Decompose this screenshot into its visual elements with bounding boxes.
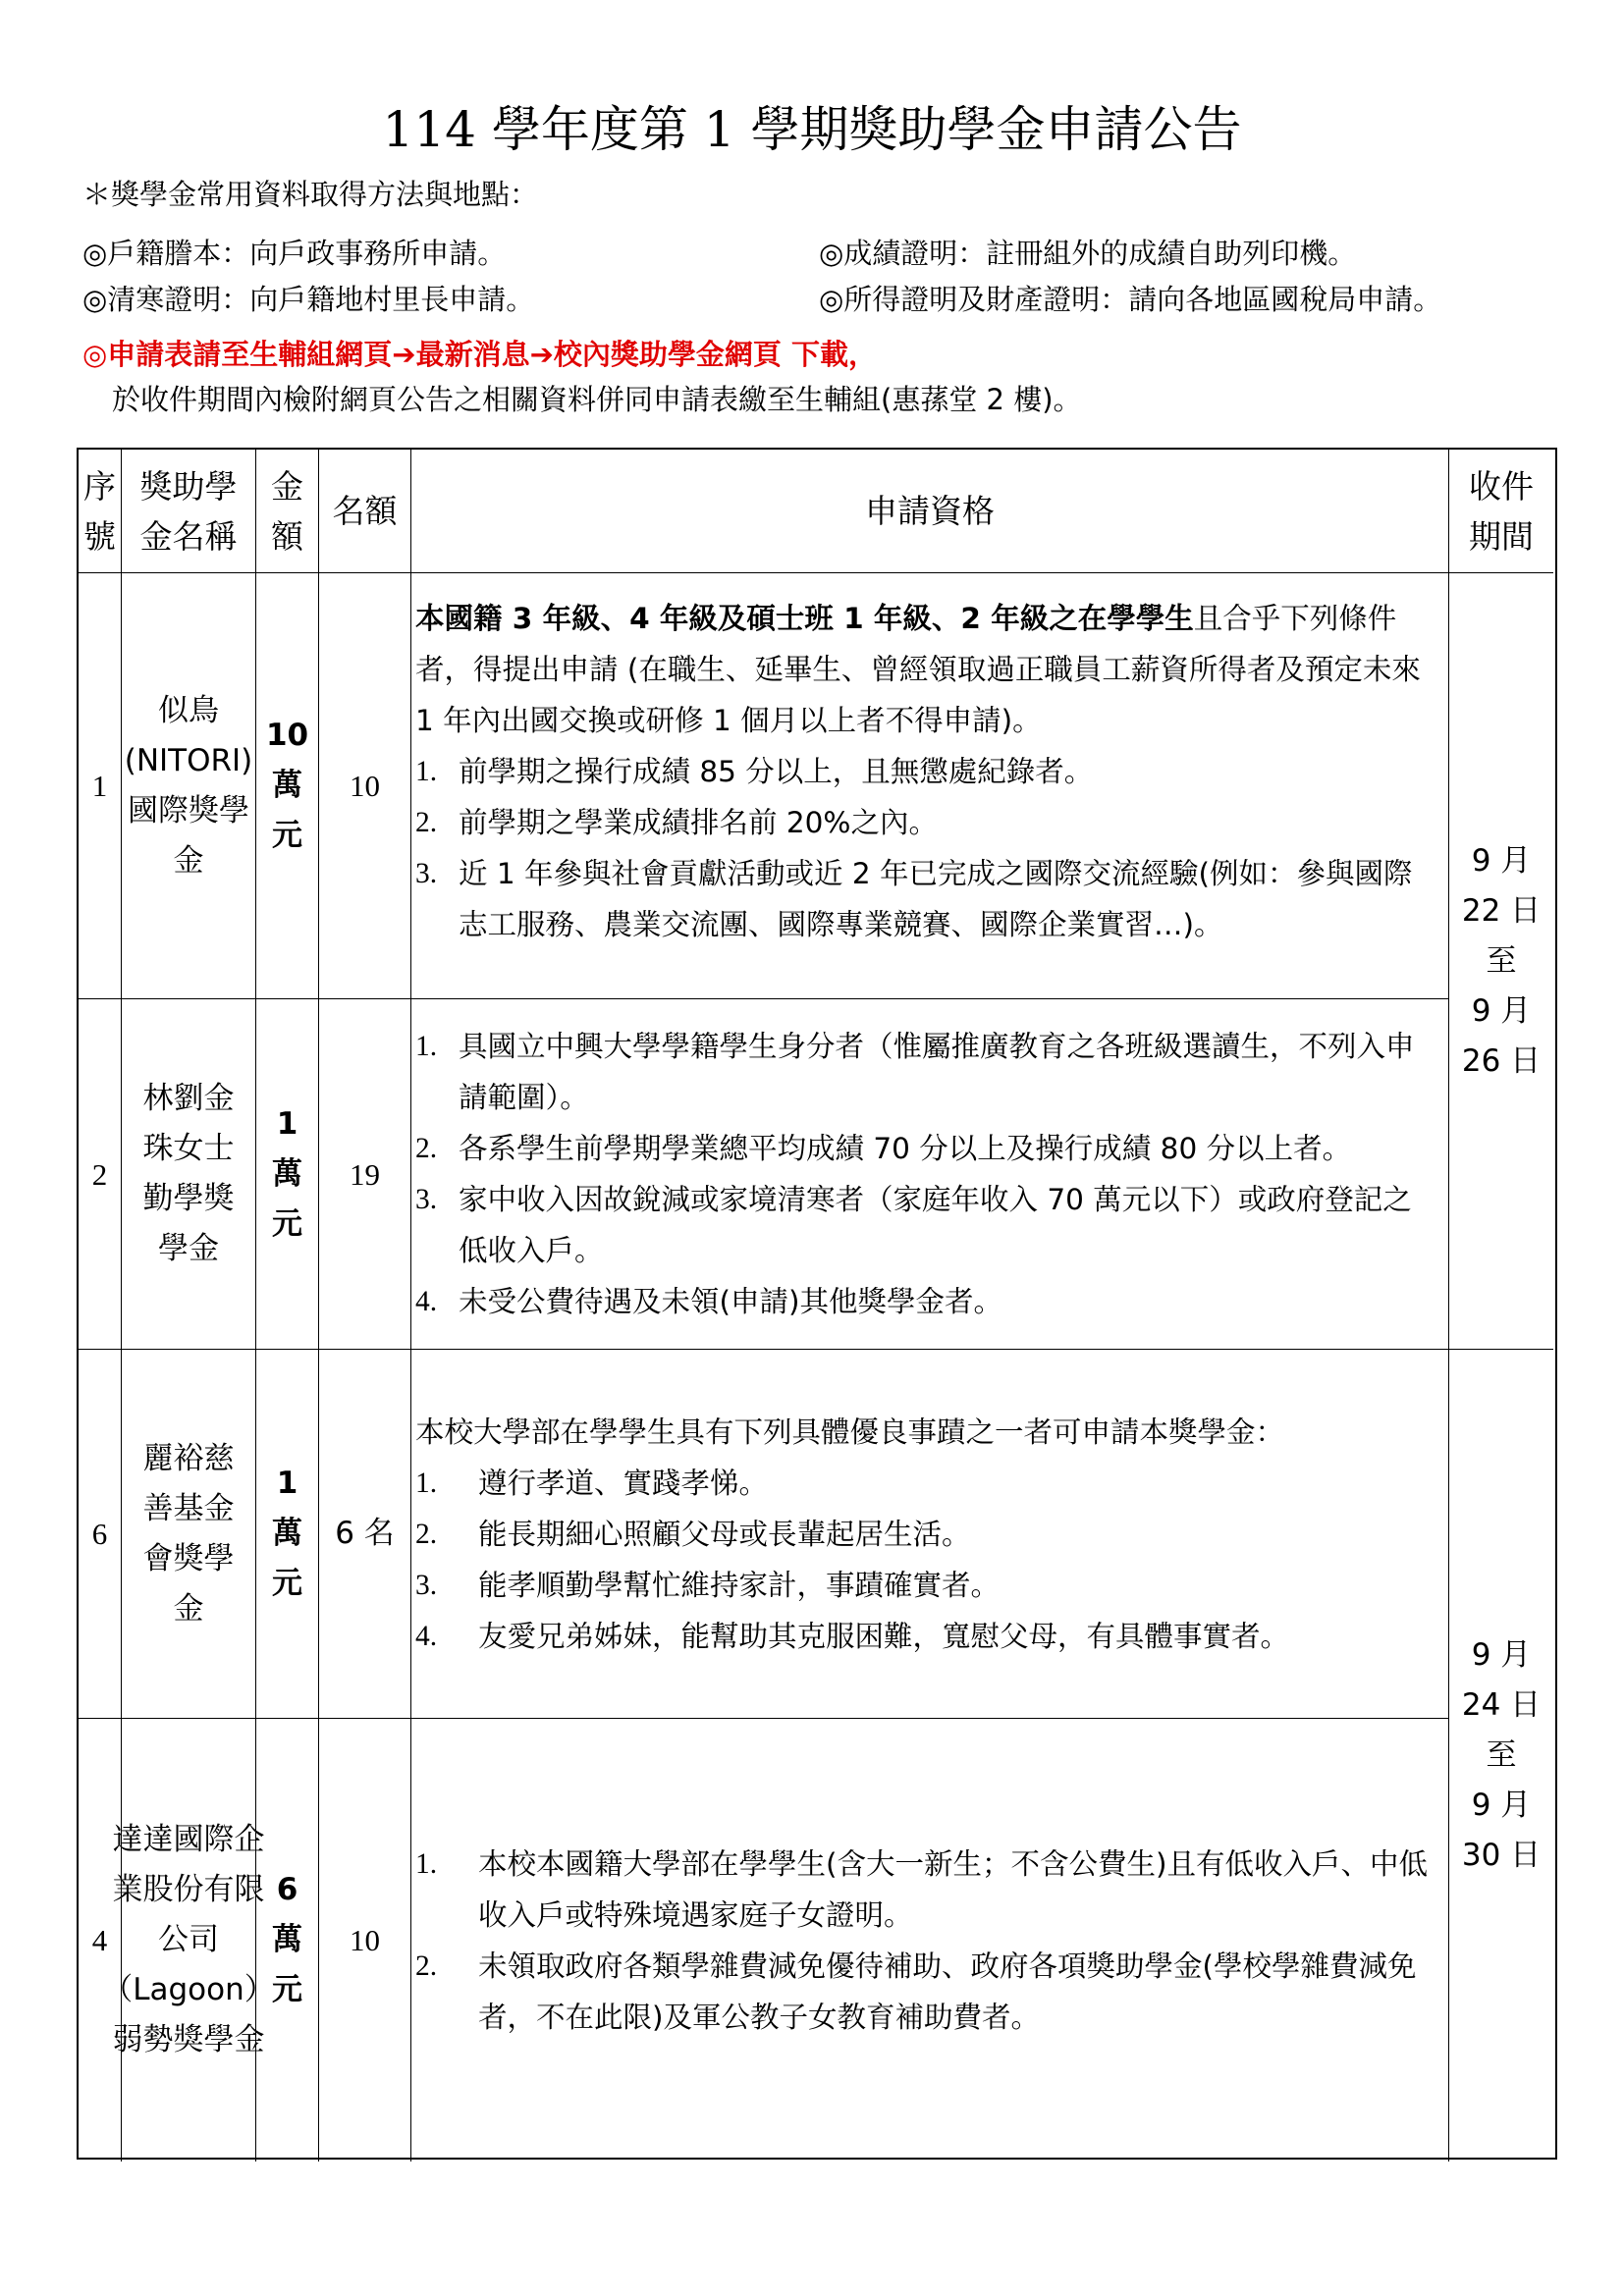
header-name (122, 450, 256, 573)
table-row-1-amount: 10萬元 (256, 573, 319, 999)
list-item: 3. 近 1 年參與社會貢獻活動或近 2 年已完成之國際交流經驗(例如：參與國際志工服務、農業交流團、國際專業競賽、國際企業實習…)。 (415, 857, 1413, 941)
table-row-2-quota: 19 (319, 999, 411, 1350)
table-row-3-name: 麗裕慈善基金會獎學金 (122, 1350, 256, 1719)
row-1-intro-bold: 本國籍 3 年級、4 年級及碩士班 1 年級、2 年級之在學學生 (415, 602, 1194, 635)
list-item: 2. 前學期之學業成績排名前 20%之內。 (415, 806, 938, 839)
header-no-label: 序號 (83, 466, 116, 556)
table-row-2-name: 林劉金珠女士勤學獎學金 (122, 999, 256, 1350)
list-item: 3. 能孝順勤學幫忙維持家計，事蹟確實者。 (415, 1568, 1001, 1602)
table-row-3-qualification (411, 1350, 1449, 1719)
scholarship-table (77, 448, 1557, 2160)
page-title: 114 學年度第 1 學期獎助學金申請公告 (382, 101, 1242, 158)
table-row-4-amount: 6萬元 (256, 1719, 319, 2162)
header-qualification-label: 申請資格 (865, 492, 995, 530)
table-row-3-no: 6 (79, 1350, 122, 1719)
header-qualification (411, 450, 1449, 573)
list-item: 1. 遵行孝道、實踐孝悌。 (415, 1466, 769, 1500)
list-item: 4. 友愛兄弟姊妹，能幫助其克服困難，寬慰父母，有具體事實者。 (415, 1619, 1290, 1653)
table-row-1-qualification (411, 573, 1449, 999)
list-item: 2. 各系學生前學期學業總平均成績 70 分以上及操行成績 80 分以上者。 (415, 1132, 1352, 1165)
intro-household-record: ◎戶籍謄本：向戶政事務所申請。 (82, 237, 507, 270)
list-item: 1. 前學期之操行成績 85 分以上，且無懲處紀錄者。 (415, 755, 1094, 788)
period-1-line-3: 至 (1486, 942, 1517, 979)
table-row-4-quota: 10 (319, 1719, 411, 2162)
table-row-1-no: 1 (79, 573, 122, 999)
period-2-line-5: 30 日 (1461, 1838, 1542, 1873)
table-row-2-qualification (411, 999, 1449, 1350)
intro-application-form-notice: ◎申請表請至生輔組網頁➔最新消息➔校內獎助學金網頁 下載， (82, 338, 877, 371)
period-2-line-3: 至 (1486, 1737, 1517, 1773)
intro-poverty-certificate: ◎清寒證明：向戶籍地村里長申請。 (82, 283, 535, 316)
table-row-1-quota: 10 (319, 573, 411, 999)
header-no (79, 450, 122, 573)
table-row-3-quota: 6 名 (319, 1350, 411, 1719)
table-row-3-amount: 1萬元 (256, 1350, 319, 1719)
header-period (1449, 450, 1553, 573)
intro-submission-notice: 於收件期間內檢附網頁公告之相關資料併同申請表繳至生輔組(惠蓀堂 2 樓)。 (112, 383, 1082, 416)
table-row-4-name: 達達國際企業股份有限公司（Lagoon）弱勢獎學金 (122, 1719, 256, 2162)
table-row-2-amount: 1萬元 (256, 999, 319, 1350)
intro-grade-certificate: ◎成績證明：註冊組外的成績自助列印機。 (819, 237, 1357, 270)
header-period-label: 收件期間 (1469, 466, 1534, 556)
header-amount (256, 450, 319, 573)
table-period-2 (1449, 1350, 1553, 2162)
period-2-line-4: 9 月 (1471, 1788, 1532, 1823)
period-1-line-2: 22 日 (1461, 892, 1542, 929)
list-item: 4. 未受公費待遇及未領(申請)其他獎學金者。 (415, 1285, 1003, 1318)
list-item: 2. 能長期細心照顧父母或長輩起居生活。 (415, 1517, 971, 1551)
period-1-line-1: 9 月 (1471, 842, 1532, 879)
period-2-line-2: 24 日 (1461, 1687, 1542, 1723)
row-3-intro: 本校大學部在學學生具有下列具體優良事蹟之一者可申請本獎學金： (415, 1415, 1285, 1449)
period-2-line-1: 9 月 (1471, 1637, 1532, 1673)
row-1-intro-rest: 且合乎下列條件者，得提出申請 (在職生、延畢生、曾經領取過正職員工薪資所得者及預定未來 1 年內出國交換或研修 1 個月以上者不得申請)。 (415, 602, 1421, 737)
list-item: 1. 本校本國籍大學部在學學生(含大一新生；不含公費生)且有低收入戶、中低收入戶或特殊境遇家庭子女證明。 (415, 1846, 1429, 1932)
table-row-1-name: 似鳥(NITORI)國際獎學金 (122, 573, 256, 999)
table-row-4-qualification (411, 1719, 1449, 2162)
header-amount-label: 金額 (271, 466, 303, 556)
intro-income-certificate: ◎所得證明及財產證明：請向各地區國稅局申請。 (819, 283, 1442, 316)
intro-line-1: ＊獎學金常用資料取得方法與地點： (82, 178, 539, 211)
list-item: 3. 家中收入因故銳減或家境清寒者（家庭年收入 70 萬元以下）或政府登記之低收入戶。 (415, 1183, 1412, 1267)
list-item: 2. 未領取政府各類學雜費減免優待補助、政府各項獎助學金(學校學雜費減免者，不在此限)及軍公教子女教育補助費者。 (415, 1949, 1417, 2034)
table-row-4-no: 4 (79, 1719, 122, 2162)
table-period-1 (1449, 573, 1553, 1350)
period-1-line-4: 9 月 (1471, 992, 1532, 1029)
header-quota (319, 450, 411, 573)
table-row-2-no: 2 (79, 999, 122, 1350)
list-item: 1. 具國立中興大學學籍學生身分者（惟屬推廣教育之各班級選讀生，不列入申請範圍）。 (415, 1030, 1415, 1114)
period-1-line-5: 26 日 (1461, 1042, 1542, 1079)
header-name-label: 獎助學金名稱 (139, 466, 238, 556)
header-quota-label: 名額 (332, 492, 398, 530)
